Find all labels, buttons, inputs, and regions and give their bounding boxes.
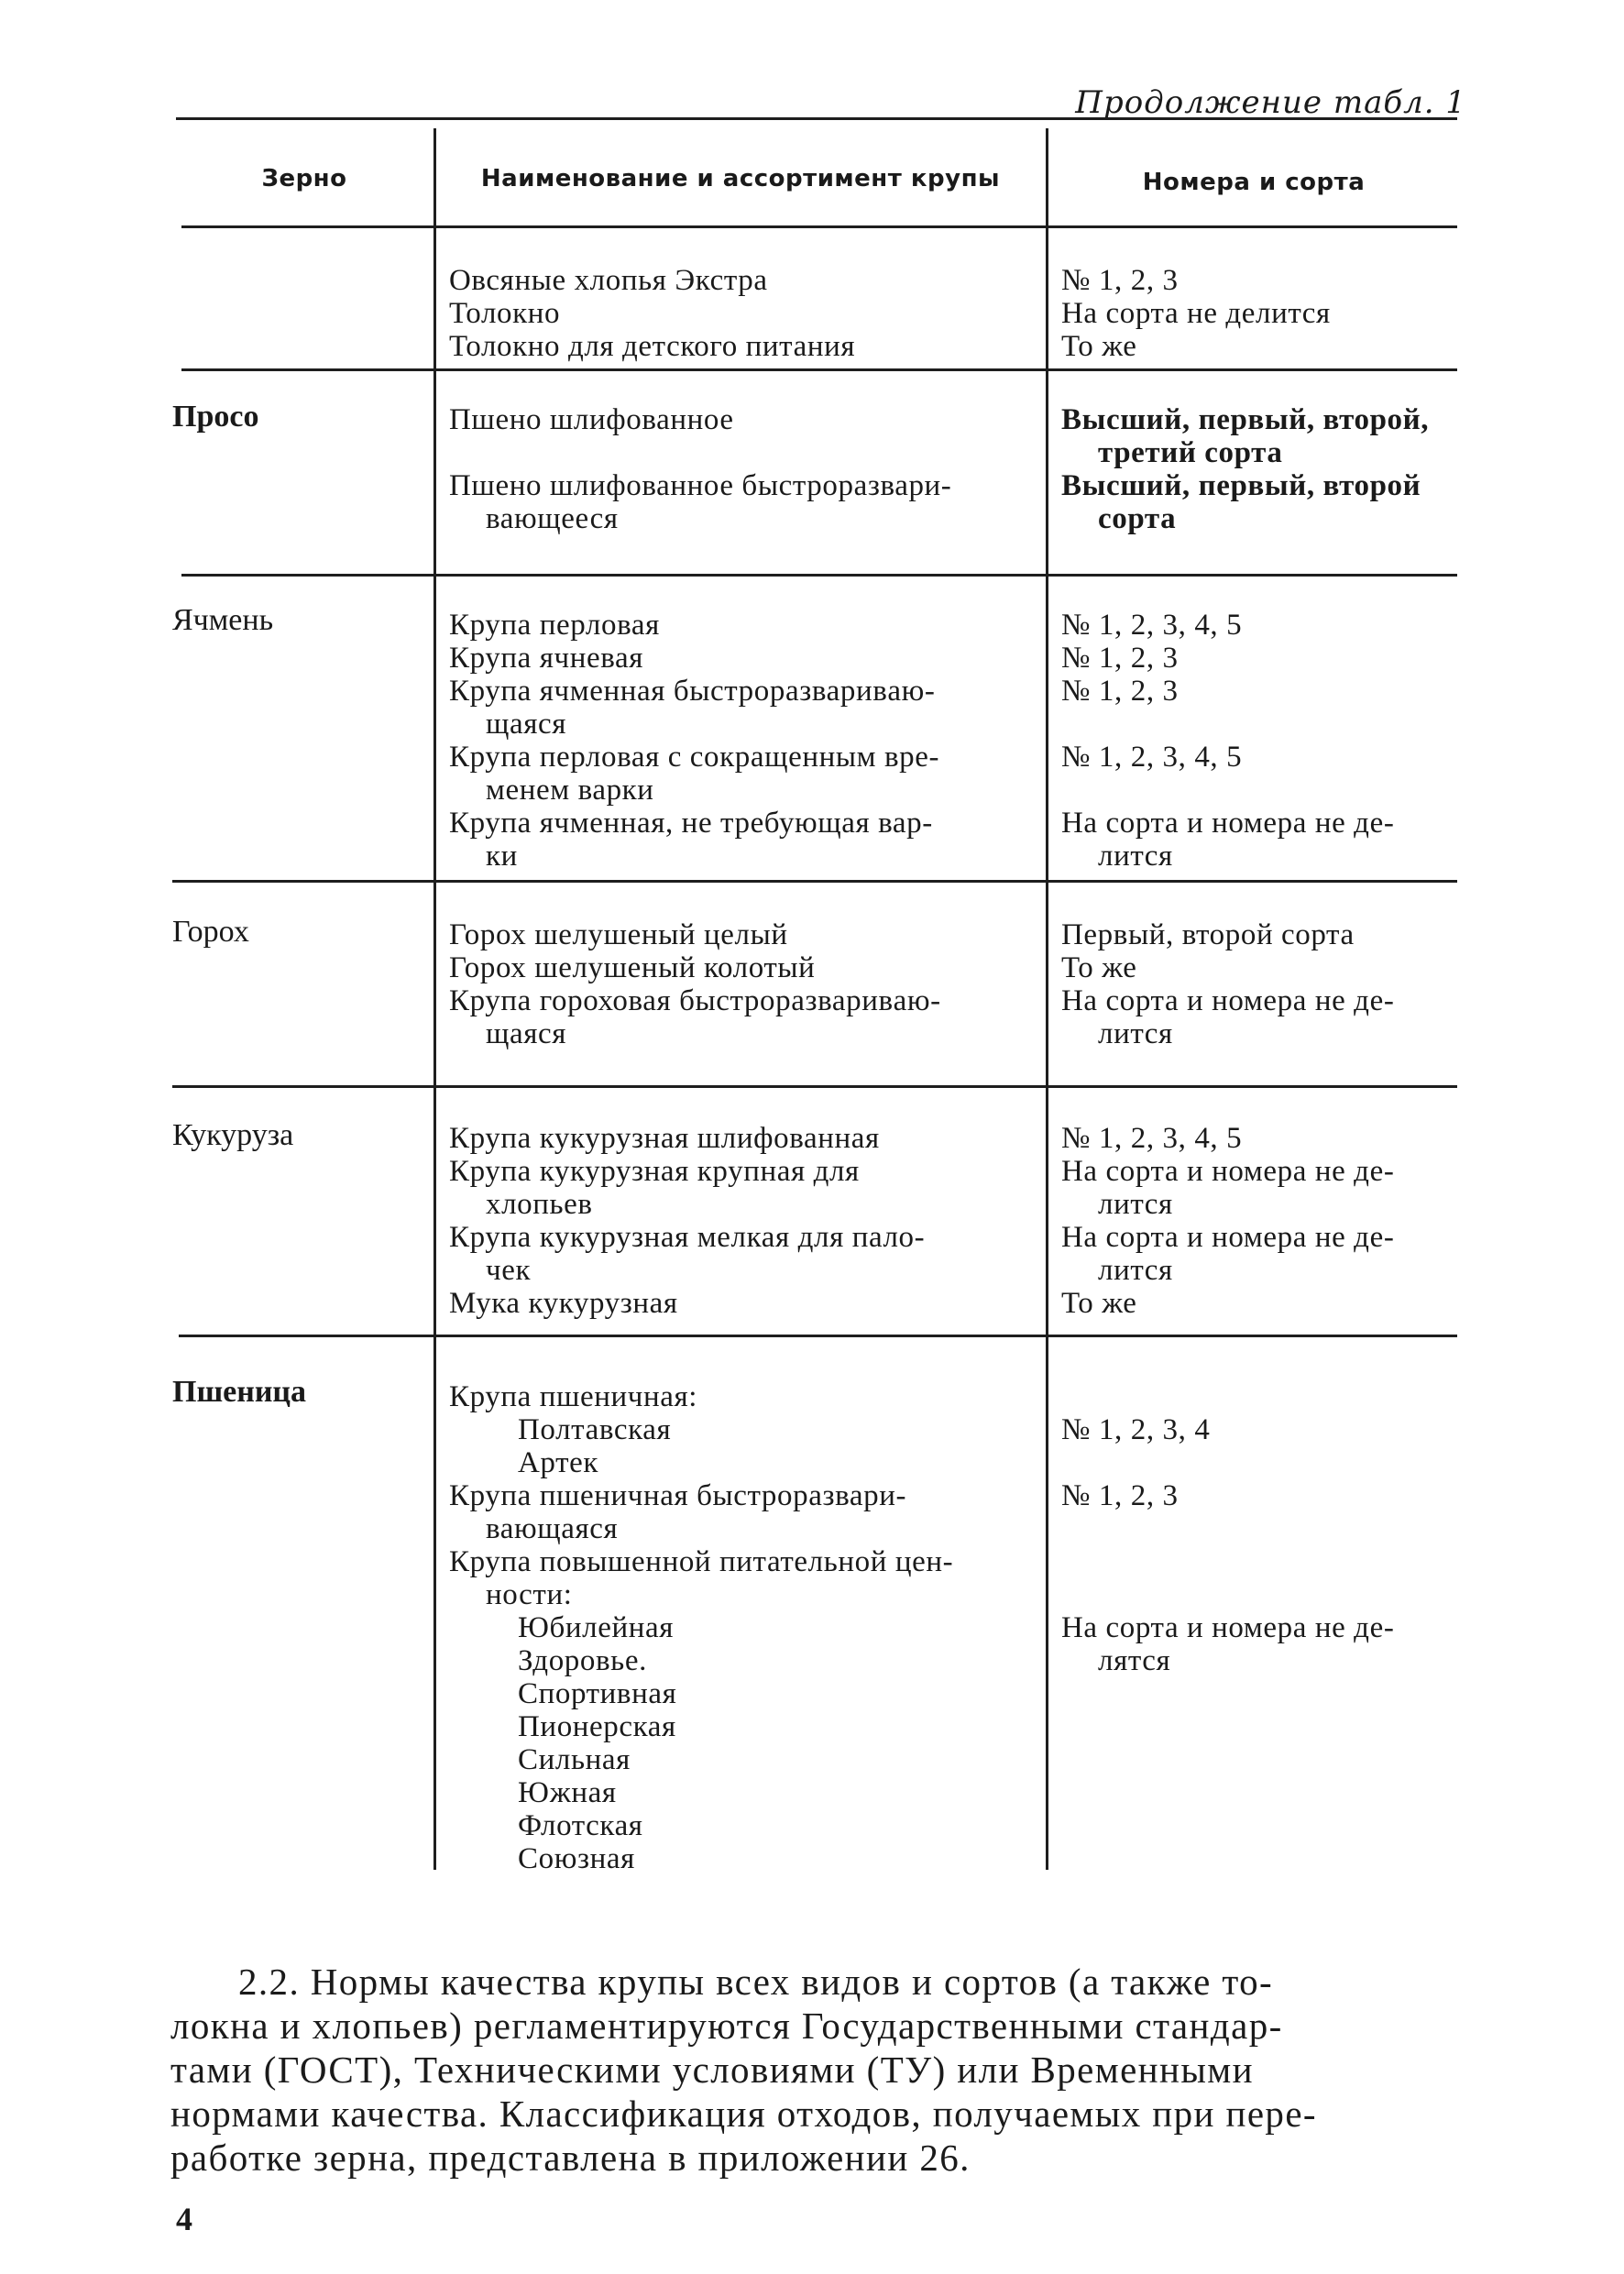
list-item: Крупа кукурузная мелкая для пало- xyxy=(449,1221,926,1254)
row-6-grades xyxy=(1061,1380,1394,1677)
paragraph-line: 2.2. Нормы качества крупы всех видов и сортов (а также то- xyxy=(238,1961,1274,2003)
list-item: № 1, 2, 3 xyxy=(1061,264,1179,297)
row-6-names xyxy=(449,1380,953,1875)
header-name-assortment: Наименование и ассортимент крупы xyxy=(480,165,1001,192)
row-3-grades xyxy=(1061,609,1394,873)
row-2-names xyxy=(449,403,951,535)
row-separator xyxy=(172,1085,1457,1088)
row-4-grades xyxy=(1061,918,1394,1050)
list-item: Овсяные хлопья Экстра xyxy=(449,264,768,297)
list-item: Спортивная xyxy=(518,1677,677,1710)
row-separator xyxy=(181,368,1457,371)
list-item: менем варки xyxy=(486,774,654,807)
list-item: Пшено шлифованное xyxy=(449,403,734,436)
list-item: лится xyxy=(1098,840,1173,873)
list-item: Горох шелушеный целый xyxy=(449,918,788,951)
row-4-names xyxy=(449,918,941,1050)
list-item: сорта xyxy=(1098,502,1177,535)
list-item: Крупа ячневая xyxy=(449,642,643,675)
list-item: Толокно для детского питания xyxy=(449,330,856,363)
list-item: Крупа перловая с сокращенным вре- xyxy=(449,741,940,774)
column-divider-left xyxy=(433,128,436,1870)
header-bottom-rule xyxy=(181,225,1457,228)
list-item: Флотская xyxy=(518,1809,643,1842)
list-item: щаяся xyxy=(486,1017,567,1050)
row-5-grades xyxy=(1061,1122,1394,1320)
list-item: То же xyxy=(1061,1287,1137,1320)
list-item: лится xyxy=(1098,1017,1173,1050)
list-item: лится xyxy=(1098,1188,1173,1221)
list-item: вающаяся xyxy=(486,1512,619,1545)
list-item: Крупа перловая xyxy=(449,609,660,642)
list-item: Крупа ячменная, не требующая вар- xyxy=(449,807,933,840)
list-item: На сорта и номера не де- xyxy=(1061,1611,1395,1644)
list-item: Крупа пшеничная быстроразвари- xyxy=(449,1479,907,1512)
grain-barley: Ячмень xyxy=(172,603,274,637)
list-item: Южная xyxy=(518,1776,617,1809)
list-item: № 1, 2, 3, 4, 5 xyxy=(1061,1122,1243,1155)
list-item: лятся xyxy=(1098,1644,1171,1677)
grain-maize: Кукуруза xyxy=(172,1118,294,1152)
list-item: № 1, 2, 3 xyxy=(1061,675,1179,708)
grain-wheat: Пшеница xyxy=(172,1375,307,1409)
list-item: Горох шелушеный колотый xyxy=(449,951,816,984)
list-item: На сорта и номера не де- xyxy=(1061,984,1395,1017)
list-item: На сорта не делится xyxy=(1061,297,1331,330)
row-2-grades xyxy=(1061,403,1429,535)
list-item: Крупа кукурузная крупная для xyxy=(449,1155,860,1188)
page-number: 4 xyxy=(176,2201,192,2237)
list-item: Крупа гороховая быстроразваривaю- xyxy=(449,984,941,1017)
list-item: Первый, второй сорта xyxy=(1061,918,1355,951)
list-item: Полтавская xyxy=(518,1413,672,1446)
list-item: На сорта и номера не де- xyxy=(1061,807,1395,840)
header-grain: Зерно xyxy=(261,165,347,192)
list-item: № 1, 2, 3, 4 xyxy=(1061,1413,1211,1446)
list-item: ки xyxy=(486,840,518,873)
paragraph-line: нормами качества. Классификация отходов, получаемых при пере- xyxy=(170,2093,1317,2135)
list-item: Пшено шлифованное быстроразвари- xyxy=(449,469,952,502)
list-item: № 1, 2, 3, 4, 5 xyxy=(1061,609,1243,642)
column-divider-right xyxy=(1046,128,1048,1870)
paragraph-line: тами (ГОСТ), Техническими условиями (ТУ) или Временными xyxy=(170,2049,1254,2091)
list-item: лится xyxy=(1098,1254,1173,1287)
row-1-names xyxy=(449,264,855,363)
list-item: № 1, 2, 3, 4, 5 xyxy=(1061,741,1243,774)
list-item: Мука кукурузная xyxy=(449,1287,678,1320)
row-5-names xyxy=(449,1122,925,1320)
list-item: Крупа кукурузная шлифованная xyxy=(449,1122,880,1155)
list-item: Сильная xyxy=(518,1743,631,1776)
grain-peas: Горох xyxy=(172,915,249,949)
row-1-grades xyxy=(1061,264,1331,363)
list-item: третий сорта xyxy=(1098,436,1283,469)
row-separator xyxy=(172,880,1457,883)
list-item: Высший, первый, второй xyxy=(1061,469,1421,502)
list-item: На сорта и номера не де- xyxy=(1061,1155,1395,1188)
list-item: № 1, 2, 3 xyxy=(1061,1479,1179,1512)
list-item: ности: xyxy=(486,1578,573,1611)
section-2-2-paragraph xyxy=(170,1960,1470,2180)
list-item: Здоровье. xyxy=(518,1644,647,1677)
list-item: Крупа пшеничная: xyxy=(449,1380,698,1413)
list-item: Высший, первый, второй, xyxy=(1061,403,1430,436)
header-grades: Номера и сорта xyxy=(1142,169,1366,196)
list-item: Крупа ячменная быстроразваривaю- xyxy=(449,675,936,708)
list-item: Крупа повышенной питательной цен- xyxy=(449,1545,954,1578)
table-top-rule xyxy=(176,117,1457,120)
list-item: То же xyxy=(1061,330,1137,363)
row-3-names xyxy=(449,609,939,873)
table-continuation-caption: Продолжение табл. 1 xyxy=(1075,84,1466,121)
list-item: вающееся xyxy=(486,502,619,535)
list-item: На сорта и номера не де- xyxy=(1061,1221,1395,1254)
list-item: № 1, 2, 3 xyxy=(1061,642,1179,675)
paragraph-line: работке зерна, представлена в приложении 26. xyxy=(170,2137,971,2179)
list-item: Артек xyxy=(518,1446,598,1479)
list-item: То же xyxy=(1061,951,1137,984)
grain-millet: Просо xyxy=(172,400,259,434)
list-item: Юбилейная xyxy=(518,1611,675,1644)
row-separator xyxy=(181,574,1457,577)
list-item: Пионерская xyxy=(518,1710,676,1743)
list-item: щаяся xyxy=(486,708,567,741)
list-item: Союзная xyxy=(518,1842,635,1875)
list-item: чек xyxy=(486,1254,532,1287)
paragraph-line: локна и хлопьев) регламентируются Государственными стандар- xyxy=(170,2005,1283,2047)
list-item: хлопьев xyxy=(486,1188,593,1221)
list-item: Толокно xyxy=(449,297,561,330)
row-separator xyxy=(179,1335,1457,1337)
